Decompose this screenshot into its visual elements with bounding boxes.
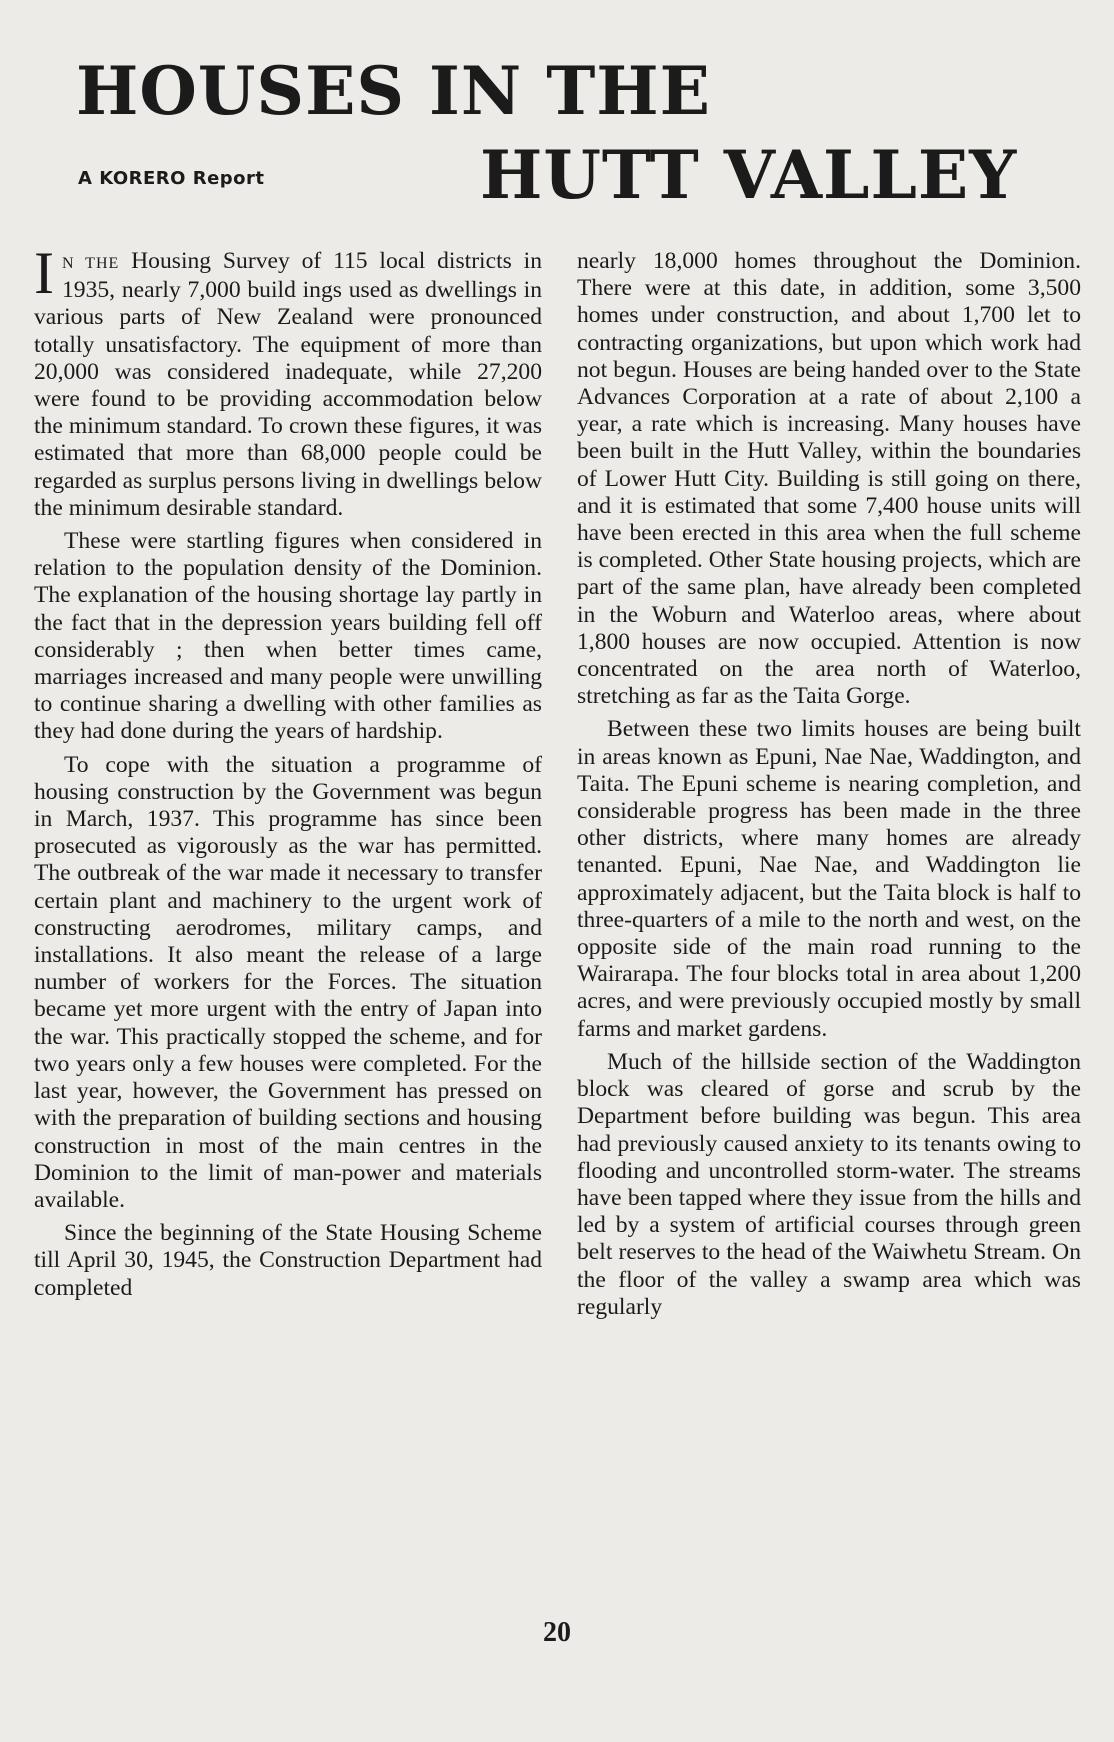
lead-paragraph <box>34 240 542 522</box>
left-column <box>34 240 542 1302</box>
paragraph: To cope with the situation a programme of housing construction by the Government was begun in March, 1937. This programme has since been prosecuted as vigorously as the war has permitted. The outbreak of the war made it necessary to transfer certain plant and machinery to the urgent work of constructing aerodromes, military camps, and installations. It also meant the release of a large number of workers for the Forces. The situation became yet more urgent with the entry of Japan into the war. This practically stopped the scheme, and for two years only a few houses were completed. For the last year, however, the Government has pressed on with the preparation of building sections and housing construction in most of the main centres in the Dominion to the limit of man-power and materials available. <box>34 751 542 1213</box>
paragraph-continued: nearly 18,000 homes throughout the Dominion. There were at this date, in addition, some 3,500 homes under construction, and about 1,700 let to contracting organizations, but upon which work had not begun. Houses are being handed over to the State Advances Corporation at a rate of about 2,100 a year, a rate which is increasing. Many houses have been built in the Hutt Valley, within the boundaries of Lower Hutt City. Building is still going on there, and it is estimated that some 7,400 house units will have been erected in this area when the full scheme is completed. Other State housing projects, which are part of the same plan, have already been completed in the Woburn and Waterloo areas, where about 1,800 houses are now occupied. Attention is now concentrated on the area north of Waterloo, stretching as far as the Taita Gorge. <box>577 248 1081 710</box>
paragraph: Between these two limits houses are being built in areas known as Epuni, Nae Nae, Waddington, and Taita. The Epuni scheme is nearing completion, and considerable progress has been made in the three other districts, where many homes are already tenanted. Epuni, Nae Nae, and Waddington lie approximately adjacent, but the Taita block is half to three-quarters of a mile to the north and west, on the opposite side of the main road running to the Wairarapa. The four blocks total in area about 1,200 acres, and were previously occupied mostly by small farms and market gardens. <box>577 716 1081 1042</box>
title-line-2: HUTT VALLEY <box>480 136 1018 214</box>
paragraph: Much of the hillside section of the Waddington block was cleared of gorse and scrub by the Department before building was begun. This area had previously caused anxiety to its tenants owing to flooding and uncontrolled storm-water. The streams have been tapped where they issue from the hills and led by a system of artificial courses through green belt reserves to the head of the Waiwhetu Stream. On the floor of the valley a swamp area which was regularly <box>577 1048 1081 1320</box>
paragraph: These were startling figures when considered in relation to the population density of the Dominion. The explanation of the housing shortage lay partly in the fact that in the depression years building fell off considerably ; then when better times came, marriages increased and many people were unwilling to continue sharing a dwelling with other families as they had done during the years of hardship. <box>34 528 542 745</box>
paragraph: Since the beginning of the State Housing Scheme till April 30, 1945, the Construction Department had completed <box>34 1220 542 1301</box>
lead-text: Housing Survey of 115 local districts in 1935, nearly 7,000 build ings used as dwellings in various parts of New Zealand were pronounced totally unsatisfactory. The equipment of more than 20,000 was considered inadequate, while 27,200 were found to be providing accommodation below the minimum standard. To crown these figures, it was estimated that more than 68,000 people could be regarded as surplus persons living in dwellings below the minimum desirable standard. <box>34 248 542 521</box>
subtitle: A KORERO Report <box>78 168 265 189</box>
lead-small-caps: N THE <box>61 255 120 272</box>
title-line-1: HOUSES IN THE <box>76 52 711 130</box>
drop-cap: I <box>34 240 54 306</box>
page-number: 20 <box>543 1617 571 1648</box>
right-column <box>577 248 1081 1321</box>
